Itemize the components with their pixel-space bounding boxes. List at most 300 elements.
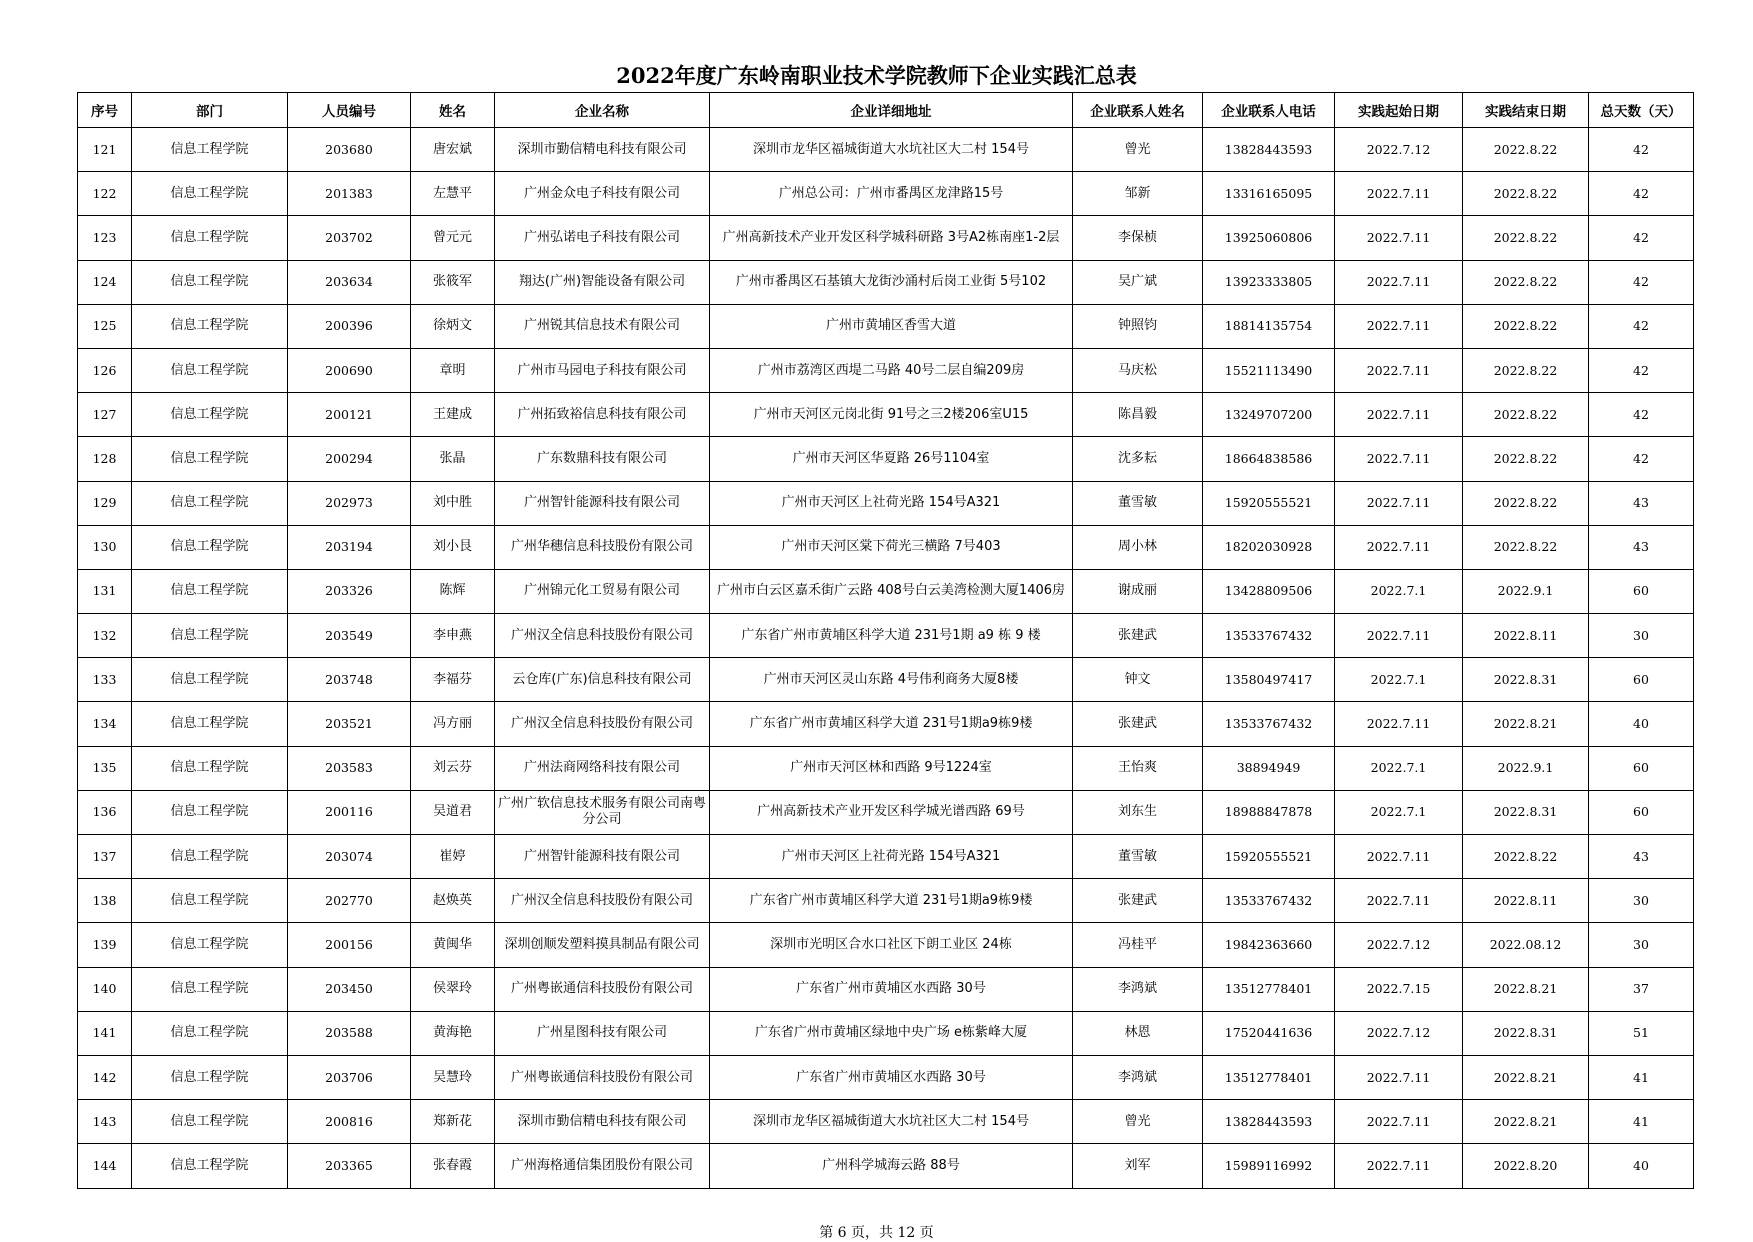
- cell-address: 广州市天河区华夏路 26号1104室: [710, 437, 1073, 481]
- cell-start-date: 2022.7.1: [1335, 790, 1463, 834]
- cell-total-days: 42: [1589, 172, 1694, 216]
- cell-department: 信息工程学院: [132, 967, 288, 1011]
- cell-seq: 141: [78, 1011, 132, 1055]
- cell-name: 张筱军: [411, 260, 495, 304]
- cell-company: 广州华穗信息科技股份有限公司: [495, 525, 710, 569]
- header-col-end-date: 实践结束日期: [1463, 93, 1589, 128]
- cell-end-date: 2022.8.21: [1463, 702, 1589, 746]
- cell-name: 徐炳文: [411, 304, 495, 348]
- cell-contact-phone: 13533767432: [1203, 614, 1335, 658]
- cell-start-date: 2022.7.11: [1335, 437, 1463, 481]
- cell-name: 张春霞: [411, 1144, 495, 1188]
- table-row: [78, 172, 1694, 216]
- cell-department: 信息工程学院: [132, 1144, 288, 1188]
- cell-address: 深圳市龙华区福城街道大水坑社区大二村 154号: [710, 1100, 1073, 1144]
- table-row: [78, 1144, 1694, 1188]
- cell-name: 章明: [411, 348, 495, 392]
- cell-seq: 133: [78, 658, 132, 702]
- cell-address: 广州市天河区棠下荷光三横路 7号403: [710, 525, 1073, 569]
- cell-address: 广州市天河区上社荷光路 154号A321: [710, 835, 1073, 879]
- cell-start-date: 2022.7.11: [1335, 1055, 1463, 1099]
- cell-address: 广东省广州市黄埔区水西路 30号: [710, 967, 1073, 1011]
- cell-name: 吴慧玲: [411, 1055, 495, 1099]
- cell-name: 王建成: [411, 393, 495, 437]
- cell-staff-id: 202973: [288, 481, 411, 525]
- cell-seq: 135: [78, 746, 132, 790]
- cell-name: 冯方丽: [411, 702, 495, 746]
- cell-contact-phone: 13925060806: [1203, 216, 1335, 260]
- cell-staff-id: 203326: [288, 569, 411, 613]
- cell-department: 信息工程学院: [132, 790, 288, 834]
- cell-name: 曾元元: [411, 216, 495, 260]
- cell-department: 信息工程学院: [132, 614, 288, 658]
- cell-address: 广东省广州市黄埔区科学大道 231号1期a9栋9楼: [710, 702, 1073, 746]
- cell-contact-phone: 38894949: [1203, 746, 1335, 790]
- cell-start-date: 2022.7.11: [1335, 835, 1463, 879]
- cell-seq: 128: [78, 437, 132, 481]
- cell-end-date: 2022.8.20: [1463, 1144, 1589, 1188]
- cell-address: 广州市天河区林和西路 9号1224室: [710, 746, 1073, 790]
- cell-seq: 139: [78, 923, 132, 967]
- cell-start-date: 2022.7.12: [1335, 923, 1463, 967]
- cell-company: 广州市马园电子科技有限公司: [495, 348, 710, 392]
- cell-department: 信息工程学院: [132, 658, 288, 702]
- cell-department: 信息工程学院: [132, 879, 288, 923]
- cell-company: 广州智针能源科技有限公司: [495, 481, 710, 525]
- table-body: [78, 128, 1694, 1189]
- cell-name: 黄海艳: [411, 1011, 495, 1055]
- cell-end-date: 2022.8.21: [1463, 967, 1589, 1011]
- cell-staff-id: 200116: [288, 790, 411, 834]
- cell-total-days: 42: [1589, 128, 1694, 172]
- cell-department: 信息工程学院: [132, 569, 288, 613]
- cell-name: 刘中胜: [411, 481, 495, 525]
- cell-address: 广州市荔湾区西堤二马路 40号二层自编209房: [710, 348, 1073, 392]
- cell-contact-name: 张建武: [1073, 702, 1203, 746]
- cell-end-date: 2022.8.22: [1463, 525, 1589, 569]
- cell-contact-name: 张建武: [1073, 879, 1203, 923]
- cell-address: 深圳市光明区合水口社区下朗工业区 24栋: [710, 923, 1073, 967]
- cell-contact-name: 曾光: [1073, 1100, 1203, 1144]
- cell-seq: 121: [78, 128, 132, 172]
- cell-address: 广州科学城海云路 88号: [710, 1144, 1073, 1188]
- cell-total-days: 40: [1589, 1144, 1694, 1188]
- cell-company: 广东数鼎科技有限公司: [495, 437, 710, 481]
- cell-staff-id: 203748: [288, 658, 411, 702]
- cell-seq: 142: [78, 1055, 132, 1099]
- cell-name: 赵焕英: [411, 879, 495, 923]
- cell-staff-id: 203634: [288, 260, 411, 304]
- cell-contact-name: 李鸿斌: [1073, 1055, 1203, 1099]
- cell-staff-id: 200121: [288, 393, 411, 437]
- table-row: [78, 835, 1694, 879]
- table-row: [78, 614, 1694, 658]
- cell-company: 深圳创顺发塑料摸具制品有限公司: [495, 923, 710, 967]
- cell-name: 陈辉: [411, 569, 495, 613]
- cell-total-days: 37: [1589, 967, 1694, 1011]
- cell-company: 广州汉全信息科技股份有限公司: [495, 702, 710, 746]
- header-col-name: 姓名: [411, 93, 495, 128]
- cell-seq: 130: [78, 525, 132, 569]
- cell-address: 广州高新技术产业开发区科学城科研路 3号A2栋南座1-2层: [710, 216, 1073, 260]
- cell-start-date: 2022.7.1: [1335, 569, 1463, 613]
- cell-start-date: 2022.7.11: [1335, 1144, 1463, 1188]
- cell-start-date: 2022.7.11: [1335, 348, 1463, 392]
- cell-company: 广州粤嵌通信科技股份有限公司: [495, 1055, 710, 1099]
- cell-total-days: 30: [1589, 879, 1694, 923]
- cell-address: 广州市天河区灵山东路 4号伟利商务大厦8楼: [710, 658, 1073, 702]
- table-row: [78, 481, 1694, 525]
- cell-staff-id: 201383: [288, 172, 411, 216]
- cell-address: 广东省广州市黄埔区绿地中央广场 e栋紫峰大厦: [710, 1011, 1073, 1055]
- cell-name: 李申燕: [411, 614, 495, 658]
- cell-seq: 124: [78, 260, 132, 304]
- cell-seq: 127: [78, 393, 132, 437]
- cell-department: 信息工程学院: [132, 172, 288, 216]
- cell-contact-phone: 17520441636: [1203, 1011, 1335, 1055]
- cell-address: 广州市白云区嘉禾街广云路 408号白云美湾检测大厦1406房: [710, 569, 1073, 613]
- cell-start-date: 2022.7.12: [1335, 1011, 1463, 1055]
- table-row: [78, 260, 1694, 304]
- cell-company: 广州广软信息技术服务有限公司南粤分公司: [495, 790, 710, 834]
- cell-seq: 144: [78, 1144, 132, 1188]
- cell-company: 广州星图科技有限公司: [495, 1011, 710, 1055]
- cell-start-date: 2022.7.11: [1335, 525, 1463, 569]
- cell-contact-phone: 13512778401: [1203, 1055, 1335, 1099]
- page-title: 2022年度广东岭南职业技术学院教师下企业实践汇总表: [616, 63, 1137, 88]
- cell-total-days: 42: [1589, 216, 1694, 260]
- cell-address: 深圳市龙华区福城街道大水坑社区大二村 154号: [710, 128, 1073, 172]
- cell-contact-phone: 19842363660: [1203, 923, 1335, 967]
- cell-seq: 138: [78, 879, 132, 923]
- cell-address: 广东省广州市黄埔区科学大道 231号1期 a9 栋 9 楼: [710, 614, 1073, 658]
- cell-address: 广州市黄埔区香雪大道: [710, 304, 1073, 348]
- table-row: [78, 746, 1694, 790]
- cell-name: 李福芬: [411, 658, 495, 702]
- cell-start-date: 2022.7.1: [1335, 658, 1463, 702]
- cell-company: 广州金众电子科技有限公司: [495, 172, 710, 216]
- cell-end-date: 2022.8.22: [1463, 835, 1589, 879]
- cell-name: 侯翠玲: [411, 967, 495, 1011]
- cell-total-days: 60: [1589, 569, 1694, 613]
- cell-company: 广州锦元化工贸易有限公司: [495, 569, 710, 613]
- cell-department: 信息工程学院: [132, 702, 288, 746]
- cell-contact-phone: 13533767432: [1203, 702, 1335, 746]
- cell-end-date: 2022.8.21: [1463, 1100, 1589, 1144]
- cell-start-date: 2022.7.11: [1335, 1100, 1463, 1144]
- cell-name: 崔婷: [411, 835, 495, 879]
- cell-company: 深圳市勤信精电科技有限公司: [495, 1100, 710, 1144]
- cell-staff-id: 200156: [288, 923, 411, 967]
- cell-start-date: 2022.7.11: [1335, 172, 1463, 216]
- cell-contact-name: 刘军: [1073, 1144, 1203, 1188]
- cell-contact-phone: 13923333805: [1203, 260, 1335, 304]
- cell-department: 信息工程学院: [132, 216, 288, 260]
- cell-seq: 126: [78, 348, 132, 392]
- cell-seq: 132: [78, 614, 132, 658]
- cell-seq: 134: [78, 702, 132, 746]
- table-row: [78, 348, 1694, 392]
- cell-contact-name: 钟照钧: [1073, 304, 1203, 348]
- header-col-company: 企业名称: [495, 93, 710, 128]
- header-col-start-date: 实践起始日期: [1335, 93, 1463, 128]
- cell-address: 广州总公司：广州市番禺区龙津路15号: [710, 172, 1073, 216]
- cell-total-days: 42: [1589, 348, 1694, 392]
- cell-staff-id: 203521: [288, 702, 411, 746]
- cell-contact-name: 曾光: [1073, 128, 1203, 172]
- cell-staff-id: 203549: [288, 614, 411, 658]
- cell-contact-name: 王怡爽: [1073, 746, 1203, 790]
- cell-contact-phone: 18202030928: [1203, 525, 1335, 569]
- cell-contact-name: 邹新: [1073, 172, 1203, 216]
- cell-end-date: 2022.8.21: [1463, 1055, 1589, 1099]
- cell-contact-phone: 15920555521: [1203, 481, 1335, 525]
- table-row: [78, 702, 1694, 746]
- header-col-address: 企业详细地址: [710, 93, 1073, 128]
- cell-seq: 137: [78, 835, 132, 879]
- cell-company: 广州海格通信集团股份有限公司: [495, 1144, 710, 1188]
- cell-department: 信息工程学院: [132, 1055, 288, 1099]
- cell-address: 广州市天河区上社荷光路 154号A321: [710, 481, 1073, 525]
- table-row: [78, 658, 1694, 702]
- cell-contact-phone: 13512778401: [1203, 967, 1335, 1011]
- cell-end-date: 2022.8.22: [1463, 348, 1589, 392]
- cell-total-days: 60: [1589, 790, 1694, 834]
- cell-contact-name: 董雪敏: [1073, 481, 1203, 525]
- cell-department: 信息工程学院: [132, 437, 288, 481]
- cell-contact-name: 沈多耘: [1073, 437, 1203, 481]
- cell-seq: 140: [78, 967, 132, 1011]
- cell-staff-id: 200294: [288, 437, 411, 481]
- table-row: [78, 923, 1694, 967]
- header-col-total-days: 总天数（天）: [1589, 93, 1694, 128]
- cell-name: 张晶: [411, 437, 495, 481]
- cell-end-date: 2022.9.1: [1463, 746, 1589, 790]
- cell-total-days: 60: [1589, 658, 1694, 702]
- cell-contact-phone: 15521113490: [1203, 348, 1335, 392]
- cell-contact-phone: 18988847878: [1203, 790, 1335, 834]
- cell-end-date: 2022.8.22: [1463, 304, 1589, 348]
- cell-contact-phone: 13533767432: [1203, 879, 1335, 923]
- cell-staff-id: 203706: [288, 1055, 411, 1099]
- cell-staff-id: 203583: [288, 746, 411, 790]
- cell-department: 信息工程学院: [132, 1100, 288, 1144]
- cell-address: 广州市番禺区石基镇大龙街沙涌村后岗工业街 5号102: [710, 260, 1073, 304]
- cell-contact-phone: 13428809506: [1203, 569, 1335, 613]
- cell-total-days: 40: [1589, 702, 1694, 746]
- cell-total-days: 60: [1589, 746, 1694, 790]
- cell-name: 郑新花: [411, 1100, 495, 1144]
- cell-contact-name: 陈昌毅: [1073, 393, 1203, 437]
- cell-company: 广州弘诺电子科技有限公司: [495, 216, 710, 260]
- cell-end-date: 2022.8.22: [1463, 128, 1589, 172]
- cell-staff-id: 203588: [288, 1011, 411, 1055]
- cell-total-days: 41: [1589, 1100, 1694, 1144]
- cell-staff-id: 200816: [288, 1100, 411, 1144]
- cell-name: 吴道君: [411, 790, 495, 834]
- cell-total-days: 42: [1589, 393, 1694, 437]
- table-row: [78, 569, 1694, 613]
- cell-start-date: 2022.7.11: [1335, 481, 1463, 525]
- cell-name: 刘小艮: [411, 525, 495, 569]
- cell-seq: 143: [78, 1100, 132, 1144]
- cell-total-days: 42: [1589, 304, 1694, 348]
- cell-start-date: 2022.7.11: [1335, 702, 1463, 746]
- table-row: [78, 790, 1694, 834]
- page-footer: 第 6 页，共 12 页: [819, 1225, 934, 1241]
- cell-department: 信息工程学院: [132, 835, 288, 879]
- cell-department: 信息工程学院: [132, 128, 288, 172]
- cell-contact-name: 董雪敏: [1073, 835, 1203, 879]
- cell-staff-id: 203702: [288, 216, 411, 260]
- cell-staff-id: 203074: [288, 835, 411, 879]
- cell-department: 信息工程学院: [132, 304, 288, 348]
- cell-contact-name: 林恩: [1073, 1011, 1203, 1055]
- cell-end-date: 2022.8.22: [1463, 481, 1589, 525]
- cell-seq: 125: [78, 304, 132, 348]
- cell-contact-name: 吴广斌: [1073, 260, 1203, 304]
- cell-start-date: 2022.7.11: [1335, 216, 1463, 260]
- table-row: [78, 393, 1694, 437]
- cell-address: 广州市天河区元岗北街 91号之三2楼206室U15: [710, 393, 1073, 437]
- cell-total-days: 30: [1589, 923, 1694, 967]
- cell-company: 广州拓致裕信息科技有限公司: [495, 393, 710, 437]
- cell-department: 信息工程学院: [132, 348, 288, 392]
- cell-department: 信息工程学院: [132, 260, 288, 304]
- cell-department: 信息工程学院: [132, 746, 288, 790]
- cell-start-date: 2022.7.11: [1335, 393, 1463, 437]
- cell-end-date: 2022.9.1: [1463, 569, 1589, 613]
- cell-contact-name: 冯桂平: [1073, 923, 1203, 967]
- cell-end-date: 2022.8.22: [1463, 172, 1589, 216]
- cell-staff-id: 200396: [288, 304, 411, 348]
- cell-name: 左慧平: [411, 172, 495, 216]
- cell-staff-id: 203365: [288, 1144, 411, 1188]
- cell-seq: 136: [78, 790, 132, 834]
- cell-department: 信息工程学院: [132, 1011, 288, 1055]
- cell-company: 广州智针能源科技有限公司: [495, 835, 710, 879]
- header-col-contact-phone: 企业联系人电话: [1203, 93, 1335, 128]
- cell-total-days: 30: [1589, 614, 1694, 658]
- cell-end-date: 2022.8.31: [1463, 790, 1589, 834]
- cell-address: 广东省广州市黄埔区科学大道 231号1期a9栋9楼: [710, 879, 1073, 923]
- cell-company: 广州粤嵌通信科技股份有限公司: [495, 967, 710, 1011]
- cell-start-date: 2022.7.11: [1335, 614, 1463, 658]
- cell-company: 广州汉全信息科技股份有限公司: [495, 879, 710, 923]
- header-col-staff-id: 人员编号: [288, 93, 411, 128]
- cell-end-date: 2022.8.11: [1463, 614, 1589, 658]
- cell-address: 广州高新技术产业开发区科学城光谱西路 69号: [710, 790, 1073, 834]
- header-col-department: 部门: [132, 93, 288, 128]
- table-row: [78, 525, 1694, 569]
- cell-seq: 131: [78, 569, 132, 613]
- cell-contact-phone: 18664838586: [1203, 437, 1335, 481]
- cell-contact-phone: 13828443593: [1203, 128, 1335, 172]
- table-row: [78, 1055, 1694, 1099]
- cell-company: 翔达(广州)智能设备有限公司: [495, 260, 710, 304]
- cell-contact-name: 周小林: [1073, 525, 1203, 569]
- cell-seq: 123: [78, 216, 132, 260]
- cell-contact-phone: 13580497417: [1203, 658, 1335, 702]
- cell-contact-name: 张建武: [1073, 614, 1203, 658]
- cell-end-date: 2022.8.31: [1463, 1011, 1589, 1055]
- table-row: [78, 879, 1694, 923]
- table-row: [78, 437, 1694, 481]
- cell-end-date: 2022.08.12: [1463, 923, 1589, 967]
- cell-seq: 122: [78, 172, 132, 216]
- table-row: [78, 128, 1694, 172]
- cell-staff-id: 203450: [288, 967, 411, 1011]
- cell-end-date: 2022.8.22: [1463, 437, 1589, 481]
- cell-department: 信息工程学院: [132, 525, 288, 569]
- cell-company: 深圳市勤信精电科技有限公司: [495, 128, 710, 172]
- cell-company: 广州锐其信息技术有限公司: [495, 304, 710, 348]
- cell-contact-name: 李保桢: [1073, 216, 1203, 260]
- cell-end-date: 2022.8.11: [1463, 879, 1589, 923]
- cell-start-date: 2022.7.11: [1335, 304, 1463, 348]
- cell-total-days: 43: [1589, 525, 1694, 569]
- header-col-seq: 序号: [78, 93, 132, 128]
- cell-start-date: 2022.7.11: [1335, 260, 1463, 304]
- cell-total-days: 51: [1589, 1011, 1694, 1055]
- cell-end-date: 2022.8.31: [1463, 658, 1589, 702]
- cell-end-date: 2022.8.22: [1463, 216, 1589, 260]
- header-row: [78, 93, 1694, 128]
- cell-company: 广州汉全信息科技股份有限公司: [495, 614, 710, 658]
- cell-contact-phone: 15989116992: [1203, 1144, 1335, 1188]
- cell-department: 信息工程学院: [132, 481, 288, 525]
- cell-contact-phone: 18814135754: [1203, 304, 1335, 348]
- header-col-contact-name: 企业联系人姓名: [1073, 93, 1203, 128]
- cell-company: 广州法商网络科技有限公司: [495, 746, 710, 790]
- cell-start-date: 2022.7.1: [1335, 746, 1463, 790]
- cell-contact-name: 马庆松: [1073, 348, 1203, 392]
- cell-department: 信息工程学院: [132, 393, 288, 437]
- cell-staff-id: 202770: [288, 879, 411, 923]
- cell-staff-id: 203194: [288, 525, 411, 569]
- cell-name: 唐宏斌: [411, 128, 495, 172]
- cell-end-date: 2022.8.22: [1463, 260, 1589, 304]
- cell-contact-phone: 13316165095: [1203, 172, 1335, 216]
- cell-end-date: 2022.8.22: [1463, 393, 1589, 437]
- cell-start-date: 2022.7.11: [1335, 879, 1463, 923]
- cell-total-days: 42: [1589, 437, 1694, 481]
- cell-total-days: 43: [1589, 835, 1694, 879]
- table-row: [78, 216, 1694, 260]
- table-row: [78, 1100, 1694, 1144]
- cell-total-days: 42: [1589, 260, 1694, 304]
- table-row: [78, 967, 1694, 1011]
- cell-name: 刘云芬: [411, 746, 495, 790]
- cell-contact-phone: 13249707200: [1203, 393, 1335, 437]
- cell-company: 云仓库(广东)信息科技有限公司: [495, 658, 710, 702]
- summary-table: [77, 92, 1694, 1189]
- cell-contact-name: 钟文: [1073, 658, 1203, 702]
- cell-name: 黄闽华: [411, 923, 495, 967]
- cell-staff-id: 203680: [288, 128, 411, 172]
- cell-start-date: 2022.7.15: [1335, 967, 1463, 1011]
- cell-seq: 129: [78, 481, 132, 525]
- cell-contact-phone: 13828443593: [1203, 1100, 1335, 1144]
- cell-staff-id: 200690: [288, 348, 411, 392]
- cell-total-days: 43: [1589, 481, 1694, 525]
- table-row: [78, 1011, 1694, 1055]
- table-row: [78, 304, 1694, 348]
- cell-contact-name: 谢成丽: [1073, 569, 1203, 613]
- cell-address: 广东省广州市黄埔区水西路 30号: [710, 1055, 1073, 1099]
- cell-department: 信息工程学院: [132, 923, 288, 967]
- cell-start-date: 2022.7.12: [1335, 128, 1463, 172]
